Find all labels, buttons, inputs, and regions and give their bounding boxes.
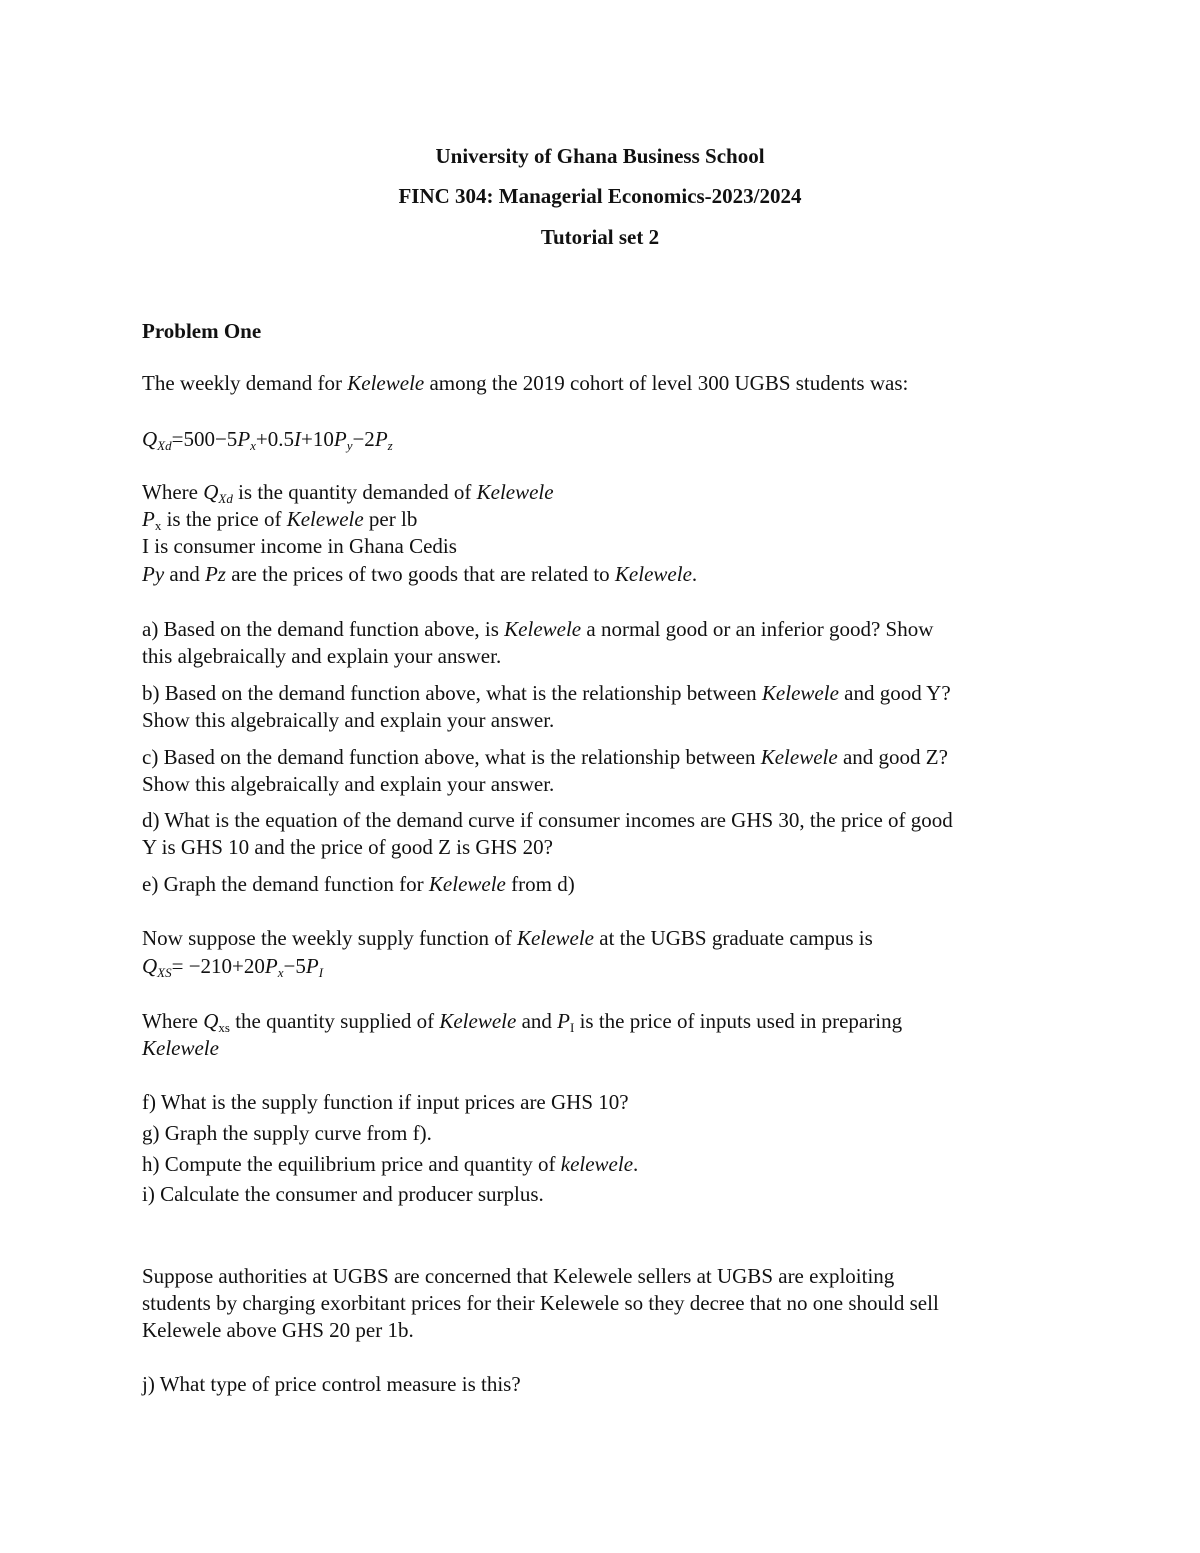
- supply-definition-line-1: Where $Q_{xs}$ the quantity supplied of Kelewele and $P_I$ is the price of inputs used in preparing: [142, 1009, 903, 1035]
- definition-px: $P_x$ is the price of Kelewele per lb: [142, 507, 418, 533]
- price-control-line-3: Kelewele above GHS 20 per 1b.: [142, 1318, 414, 1342]
- course-title: FINC 304: Managerial Economics-2023/2024: [398, 184, 802, 208]
- question-j: j) What type of price control measure is this?: [142, 1372, 521, 1396]
- question-c-line-2: Show this algebraically and explain your answer.: [142, 772, 555, 796]
- demand-equation: $Q_{Xd}=500-5P_x+0.5I+10P_y-2P_z$: [142, 427, 393, 453]
- question-d-line-1: d) What is the equation of the demand curve if consumer incomes are GHS 30, the price of good: [142, 808, 953, 832]
- question-e: e) Graph the demand function for Kelewele from d): [142, 872, 575, 896]
- question-c-line-1: c) Based on the demand function above, what is the relationship between Kelewele and good Z?: [142, 745, 948, 769]
- question-h: h) Compute the equilibrium price and quantity of kelewele.: [142, 1152, 639, 1176]
- question-a-line-1: a) Based on the demand function above, is Kelewele a normal good or an inferior good? Show: [142, 617, 934, 641]
- supply-definition-line-2: Kelewele: [142, 1036, 219, 1060]
- definition-py-pz: Py and Pz are the prices of two goods that are related to Kelewele.: [142, 562, 698, 586]
- question-d-line-2: Y is GHS 10 and the price of good Z is GHS 20?: [142, 835, 554, 859]
- price-control-line-1: Suppose authorities at UGBS are concerned that Kelewele sellers at UGBS are exploiting: [142, 1264, 895, 1288]
- question-i: i) Calculate the consumer and producer surplus.: [142, 1182, 544, 1206]
- supply-intro: Now suppose the weekly supply function of Kelewele at the UGBS graduate campus is: [142, 926, 873, 950]
- supply-equation: $Q_{XS}= -210+20P_x-5P_I$: [142, 954, 324, 980]
- question-a-line-2: this algebraically and explain your answer.: [142, 644, 502, 668]
- definition-income: I is consumer income in Ghana Cedis: [142, 534, 457, 558]
- institution-title: University of Ghana Business School: [435, 144, 765, 168]
- question-b-line-1: b) Based on the demand function above, what is the relationship between Kelewele and good Y?: [142, 681, 951, 705]
- price-control-line-2: students by charging exorbitant prices for their Kelewele so they decree that no one should sell: [142, 1291, 939, 1315]
- tutorial-set-title: Tutorial set 2: [540, 225, 660, 249]
- definition-qxd: Where $Q_{Xd}$ is the quantity demanded of Kelewele: [142, 480, 554, 506]
- question-b-line-2: Show this algebraically and explain your answer.: [142, 708, 555, 732]
- problem-heading: Problem One: [142, 319, 262, 343]
- question-g: g) Graph the supply curve from f).: [142, 1121, 432, 1145]
- intro-line: The weekly demand for Kelewele among the 2019 cohort of level 300 UGBS students was:: [142, 371, 909, 395]
- question-f: f) What is the supply function if input prices are GHS 10?: [142, 1090, 629, 1114]
